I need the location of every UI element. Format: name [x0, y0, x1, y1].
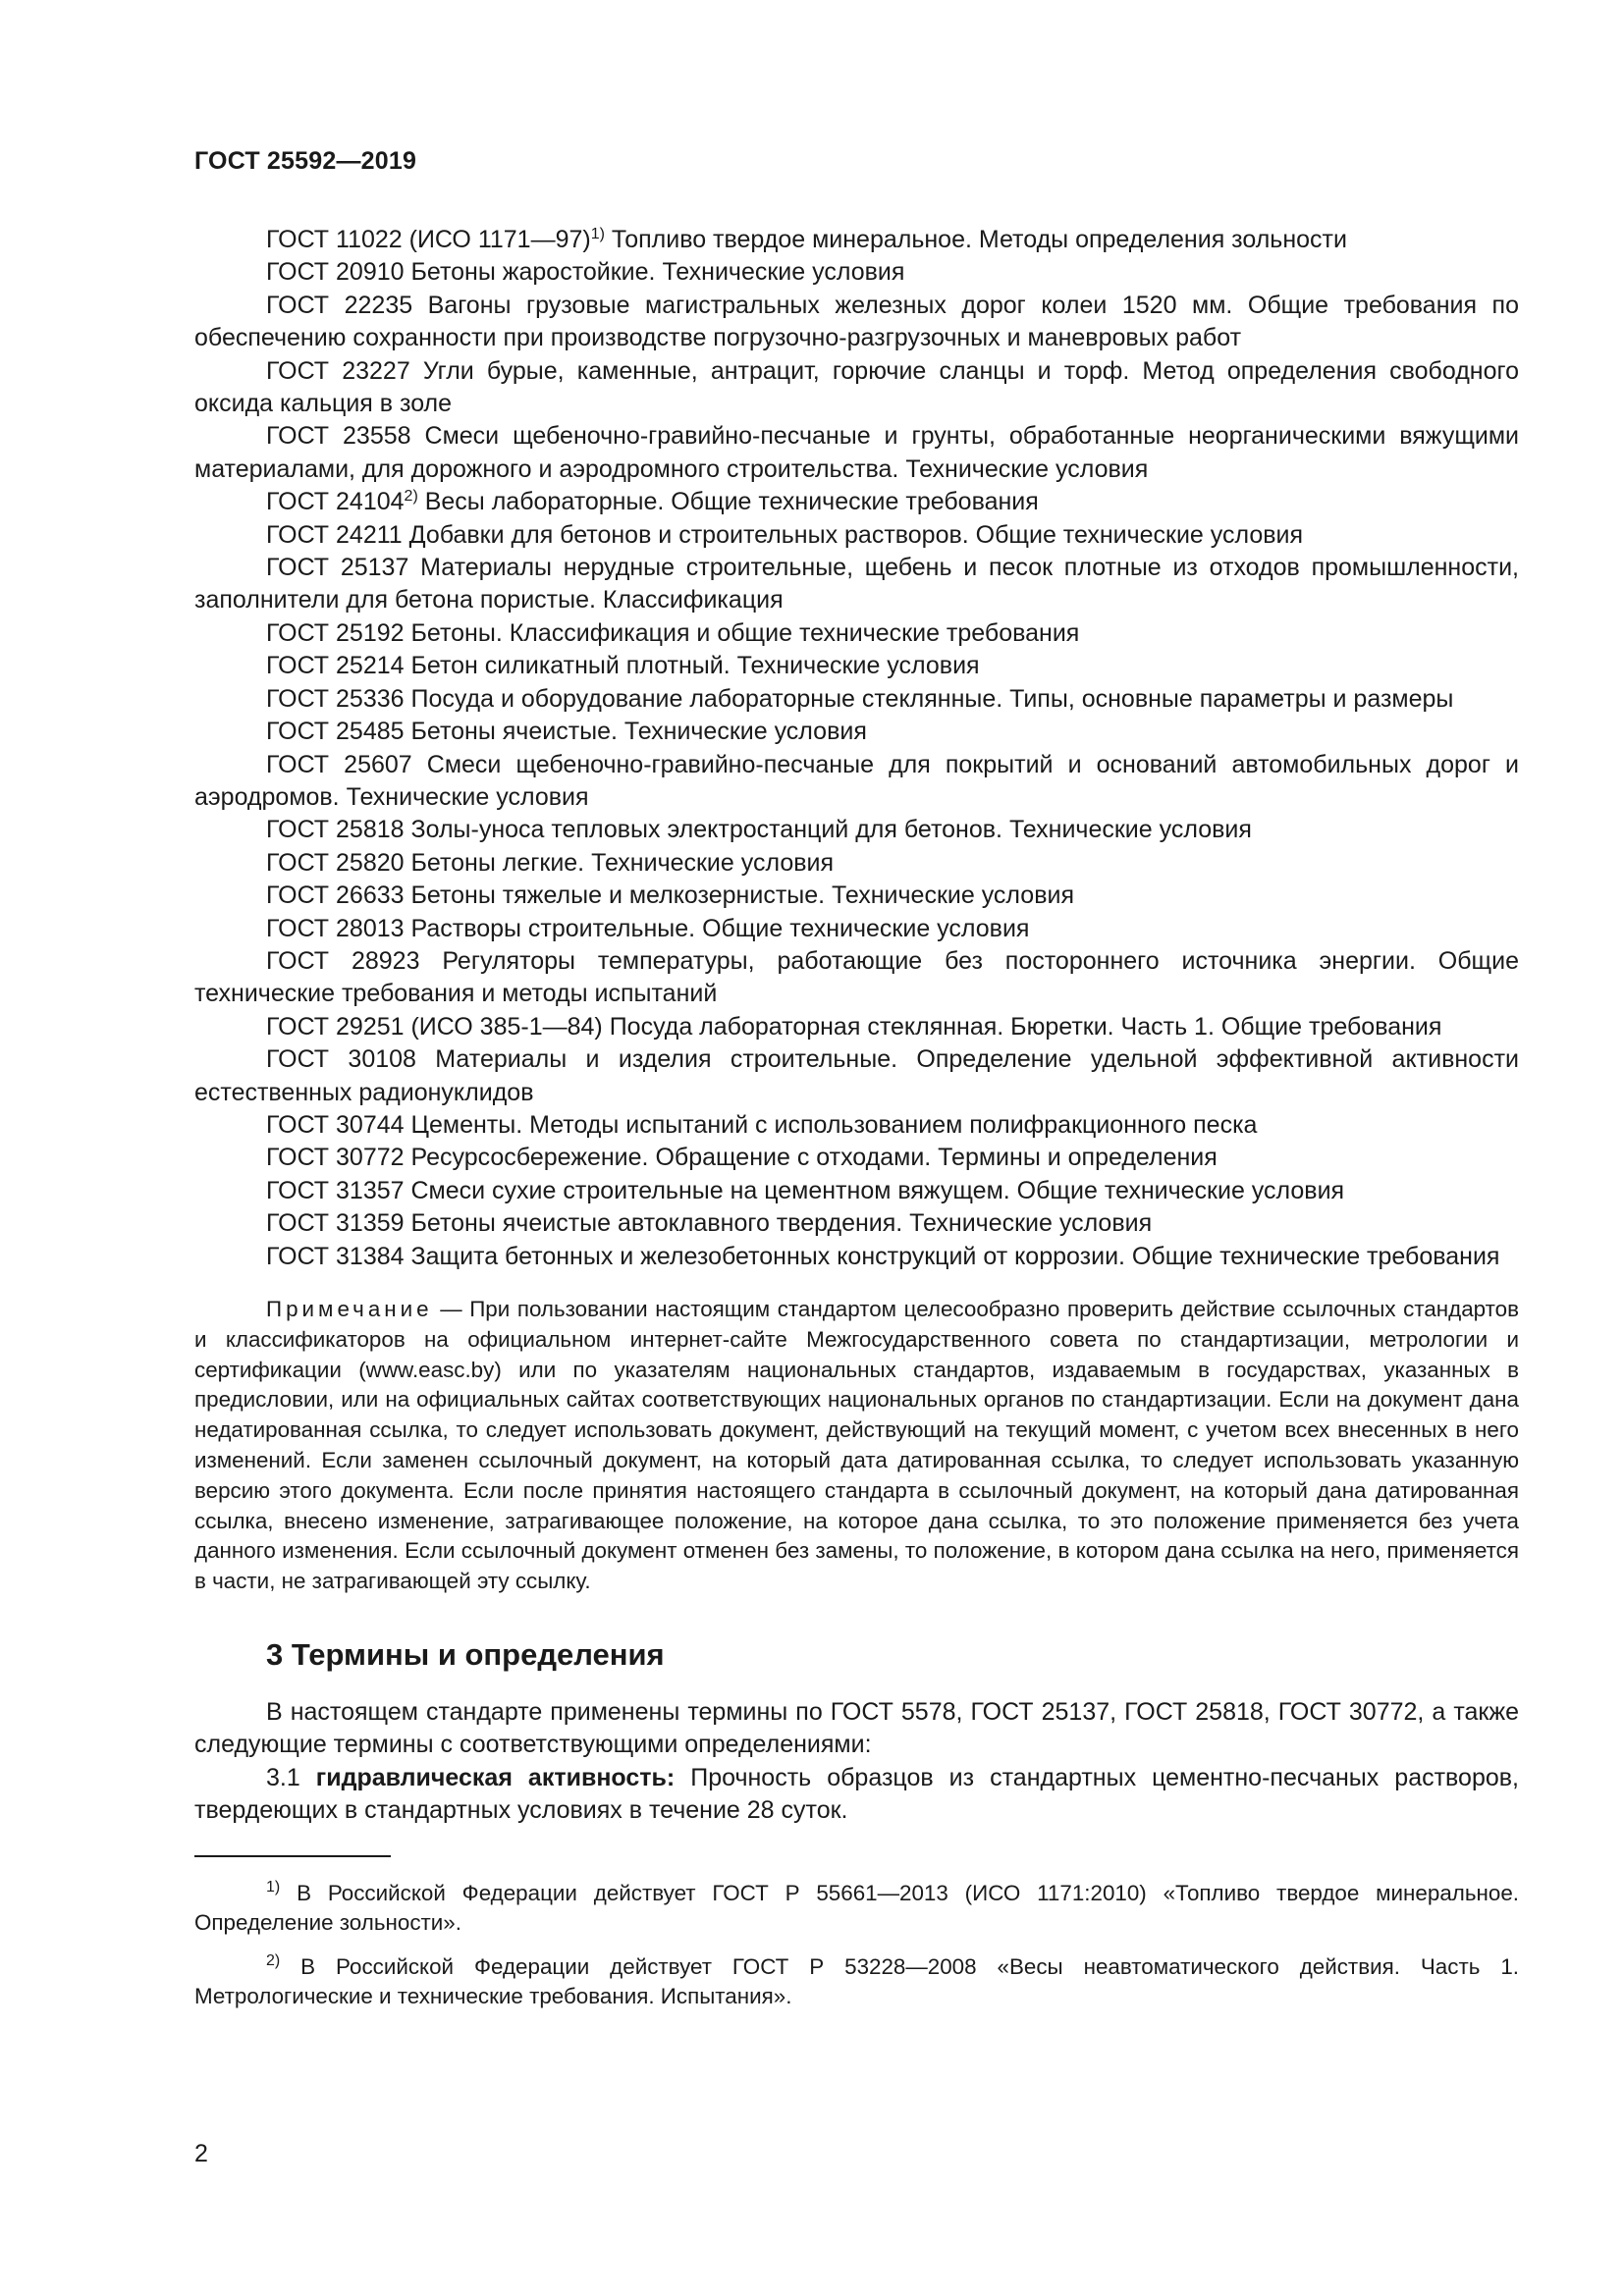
reference-code: ГОСТ 25820 — [266, 848, 405, 877]
reference-code: ГОСТ 11022 (ИСО 1171—97) — [266, 226, 591, 253]
reference-item — [194, 1109, 1519, 1142]
reference-code: ГОСТ 25214 — [266, 652, 405, 680]
reference-item — [194, 617, 1519, 650]
reference-item — [194, 486, 1519, 518]
reference-title: Защита бетонных и железобетонных конструкций от коррозии. Общие технические требования — [404, 1242, 1500, 1270]
reference-code: ГОСТ 22235 — [266, 291, 413, 319]
footnote — [194, 1952, 1519, 2012]
footnote-text: В Российской Федерации действует ГОСТ Р 55661—2013 (ИСО 1171:2010) «Топливо твердое минеральное. Определение зольности». — [194, 1880, 1519, 1936]
reference-title: Бетоны ячеистые. Технические условия — [404, 718, 867, 746]
reference-item — [194, 880, 1519, 912]
footnote-reference: 2) — [404, 488, 418, 506]
reference-title: Посуда лабораторная стеклянная. Бюретки. Часть 1. Общие требования — [602, 1012, 1442, 1041]
reference-item — [194, 749, 1519, 815]
reference-title: Смеси сухие строительные на цементном вяжущем. Общие технические условия — [404, 1176, 1345, 1204]
reference-item — [194, 1241, 1519, 1273]
term-name: гидравлическая активность: — [315, 1763, 676, 1791]
reference-title: Цементы. Методы испытаний с использованием полифракционного песка — [404, 1110, 1258, 1139]
reference-item — [194, 683, 1519, 716]
reference-item — [194, 224, 1519, 256]
reference-title: Регуляторы температуры, работающие без постороннего источника энергии. Общие технические требования и методы испытаний — [194, 946, 1519, 1008]
reference-code: ГОСТ 25137 — [266, 554, 409, 582]
reference-title: Ресурсосбережение. Обращение с отходами. Термины и определения — [404, 1144, 1218, 1172]
reference-item — [194, 290, 1519, 355]
page-number: 2 — [194, 2140, 208, 2167]
reference-item — [194, 716, 1519, 748]
reference-code: ГОСТ 31384 — [266, 1242, 405, 1270]
reference-item — [194, 814, 1519, 846]
section-title: 3 Термины и определения — [266, 1636, 665, 1672]
reference-title: Смеси щебеночно-гравийно-песчаные для покрытий и оснований автомобильных дорог и аэродромов. Технические условия — [194, 750, 1519, 811]
reference-code: ГОСТ 30108 — [266, 1045, 416, 1074]
reference-title: Материалы нерудные строительные, щебень и песок плотные из отходов промышленности, заполнители для бетона пористые. Классификация — [194, 554, 1519, 614]
reference-item — [194, 1142, 1519, 1174]
reference-code: ГОСТ 23558 — [266, 422, 411, 451]
section-intro: В настоящем стандарте применены термины по ГОСТ 5578, ГОСТ 25137, ГОСТ 25818, ГОСТ 30772, а также следующие термины с соответствующими определениями: — [194, 1697, 1519, 1759]
reference-code: ГОСТ 30772 — [266, 1144, 405, 1172]
reference-code: ГОСТ 20910 — [266, 258, 405, 287]
reference-title: Смеси щебеночно-гравийно-песчаные и грунты, обработанные неорганическими вяжущими материалами, для дорожного и аэродромного строительства. Технические условия — [194, 422, 1520, 483]
footnote — [194, 1879, 1519, 1939]
reference-item — [194, 1207, 1519, 1240]
reference-code: ГОСТ 24104 — [266, 488, 405, 516]
reference-code: ГОСТ 28923 — [266, 946, 420, 975]
footnote-mark: 1) — [266, 1878, 281, 1896]
reference-code: ГОСТ 25818 — [266, 816, 405, 844]
reference-code: ГОСТ 23227 — [266, 356, 410, 385]
reference-title: Материалы и изделия строительные. Определение удельной эффективной активности естественных радионуклидов — [194, 1045, 1519, 1106]
reference-code: ГОСТ 24211 — [266, 520, 403, 549]
reference-code: ГОСТ 26633 — [266, 881, 405, 910]
reference-title: Посуда и оборудование лабораторные стеклянные. Типы, основные параметры и размеры — [404, 684, 1454, 713]
reference-item — [194, 420, 1519, 486]
reference-item — [194, 650, 1519, 682]
reference-item — [194, 1011, 1519, 1043]
reference-item — [194, 1175, 1519, 1207]
reference-code: ГОСТ 25336 — [266, 684, 405, 713]
reference-item — [194, 847, 1519, 880]
reference-title: Бетоны жаростойкие. Технические условия — [404, 258, 905, 287]
reference-title: Добавки для бетонов и строительных растворов. Общие технические условия — [402, 520, 1304, 549]
reference-title: Бетоны тяжелые и мелкозернистые. Технические условия — [404, 881, 1074, 910]
document-header: ГОСТ 25592—2019 — [194, 147, 417, 175]
reference-item — [194, 552, 1519, 617]
reference-item — [194, 355, 1519, 421]
reference-item — [194, 519, 1519, 552]
reference-code: ГОСТ 28013 — [266, 914, 405, 942]
reference-title: Золы-уноса тепловых электростанций для бетонов. Технические условия — [404, 816, 1252, 844]
footnote-text: В Российской Федерации действует ГОСТ Р 53228—2008 «Весы неавтоматического действия. Часть 1. Метрологические и технические требования. Испытания». — [194, 1953, 1519, 2009]
reference-title: Бетоны легкие. Технические условия — [404, 848, 835, 877]
reference-item — [194, 1043, 1519, 1109]
reference-title: Растворы строительные. Общие технические условия — [404, 914, 1030, 942]
note-text: — При пользовании настоящим стандартом целесообразно проверить действие ссылочных стандартов и классификаторов на официальном интернет-сайте Межгосударственного совета по стандартизации, метрологии и сертификации (www.easc.by) или по указателям национальных стандартов, издаваемым в государствах, указанных в предисловии, или на официальных сайтах соответствующих национальных органов по стандартизации. Если на документ дана недатированная ссылка, то следует использовать документ, действующий на текущий момент, с учетом всех внесенных в него изменений. Если заменен ссылочный документ, на который дата датированная ссылка, то следует использовать указанную версию этого документа. Если после принятия настоящего стандарта в ссылочный документ, на который дана датированная ссылка, внесено изменение, затрагивающее положение, на которое дана ссылка, то это положение применяется без учета данного изменения. Если ссылочный документ отменен без замены, то положение, в котором дана ссылка на него, применяется в части, не затрагивающей эту ссылку. — [194, 1297, 1519, 1594]
reference-title: Бетоны ячеистые автоклавного твердения. Технические условия — [404, 1209, 1153, 1238]
note-paragraph — [194, 1295, 1519, 1597]
reference-code: ГОСТ 31357 — [266, 1176, 405, 1204]
term-definition-paragraph — [194, 1762, 1519, 1828]
reference-title: Весы лабораторные. Общие технические требования — [417, 488, 1039, 516]
footnote-reference: 1) — [590, 226, 605, 242]
reference-title: Угли бурые, каменные, антрацит, горючие сланцы и торф. Метод определения свободного оксида кальция в золе — [194, 356, 1519, 418]
reference-title: Топливо твердое минеральное. Методы определения зольности — [604, 226, 1347, 253]
footnote-divider — [194, 1855, 391, 1857]
term-number: 3.1 — [266, 1763, 300, 1791]
reference-title: Бетоны. Классификация и общие технические требования — [404, 618, 1080, 647]
reference-code: ГОСТ 25192 — [266, 618, 405, 647]
reference-code: ГОСТ 25485 — [266, 718, 405, 746]
reference-item — [194, 913, 1519, 945]
reference-item — [194, 945, 1519, 1011]
reference-code: ГОСТ 25607 — [266, 750, 412, 778]
normative-references-list — [194, 224, 1519, 1273]
reference-code: ГОСТ 30744 — [266, 1110, 405, 1139]
reference-code: ГОСТ 29251 (ИСО 385-1—84) — [266, 1012, 603, 1041]
reference-item — [194, 256, 1519, 289]
footnote-mark: 2) — [266, 1951, 281, 1969]
reference-title: Вагоны грузовые магистральных железных дорог колеи 1520 мм. Общие требования по обеспечению сохранности при производстве погрузочно-разгрузочных и маневровых работ — [194, 291, 1519, 352]
page-content — [194, 224, 1519, 2026]
reference-code: ГОСТ 31359 — [266, 1209, 405, 1238]
reference-title: Бетон силикатный плотный. Технические условия — [404, 652, 980, 680]
term-definition: Прочность образцов из стандартных цементно-песчаных растворов, твердеющих в стандартных условиях в течение 28 суток. — [194, 1763, 1519, 1825]
note-label: Примечание — [266, 1297, 433, 1321]
